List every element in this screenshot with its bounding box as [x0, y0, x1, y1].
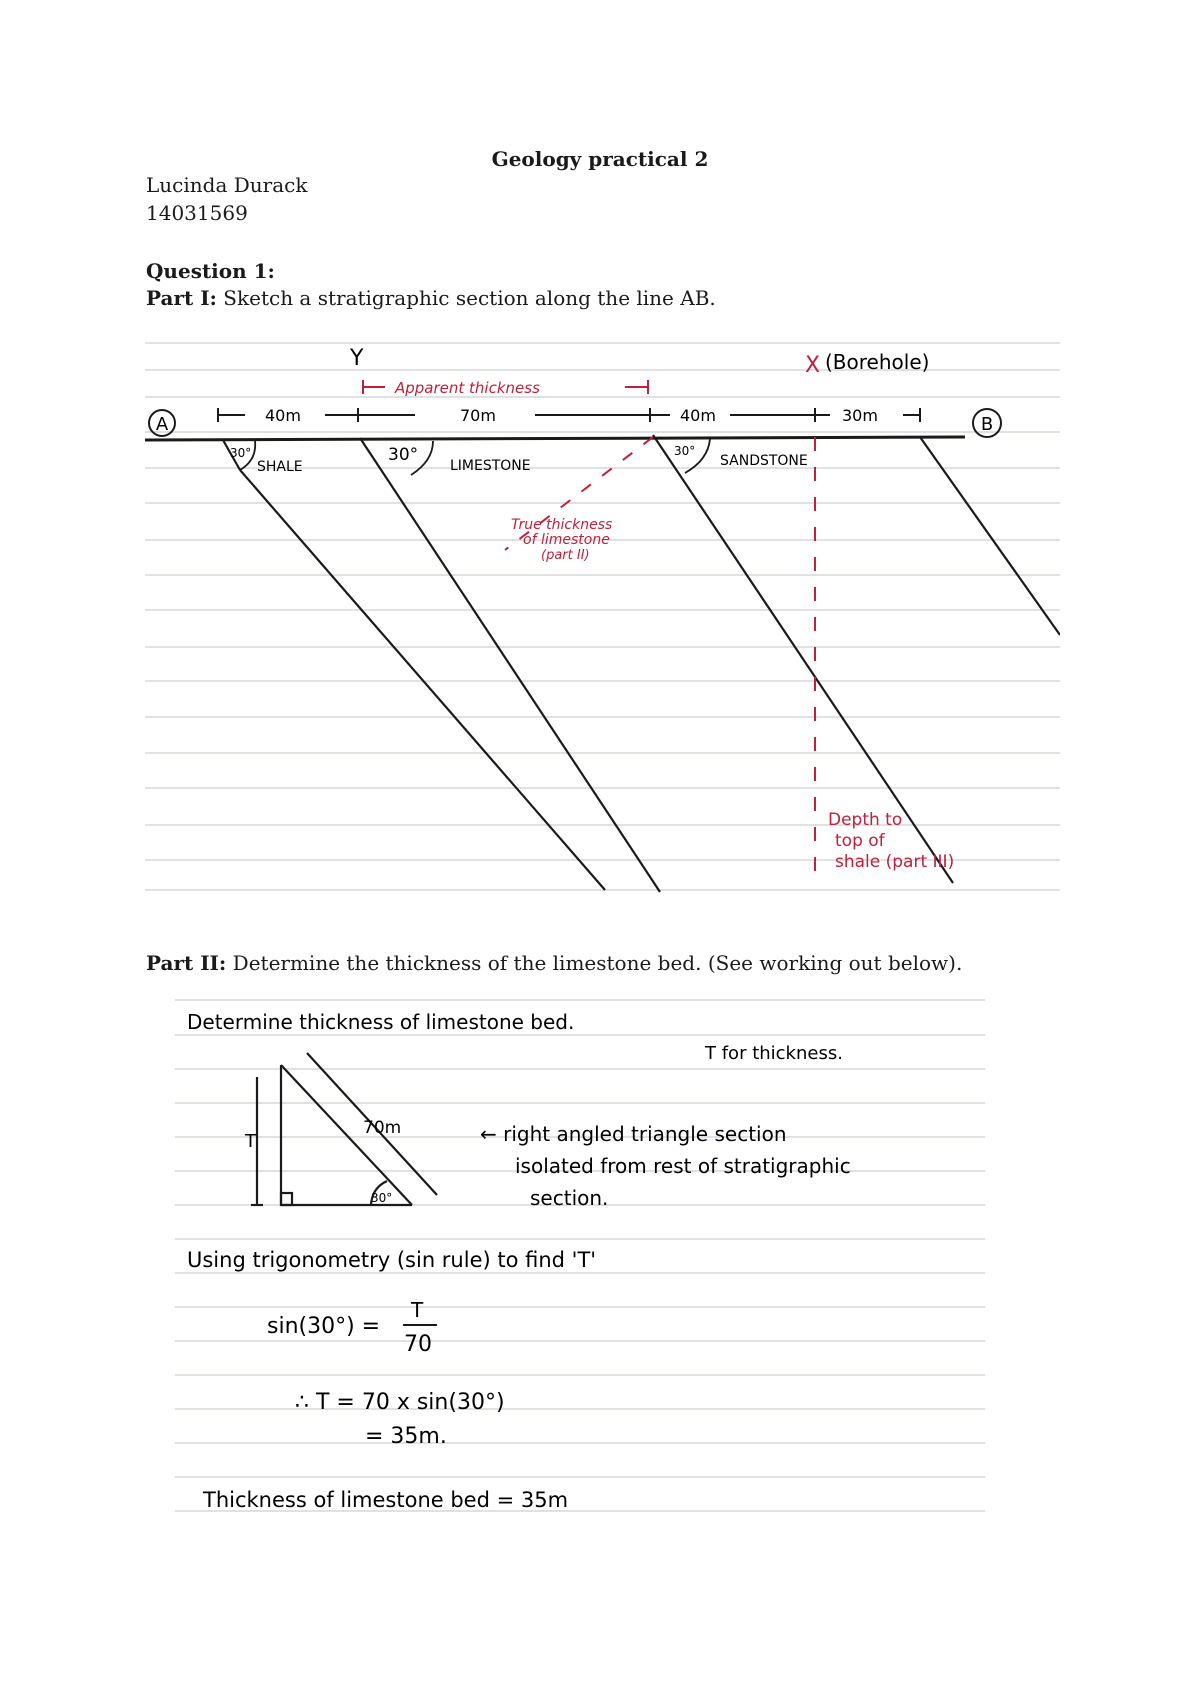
triangle [251, 1053, 437, 1205]
layer-shale: SHALE [257, 459, 303, 475]
triangle-angle-label: 30° [371, 1191, 393, 1205]
part2-line [146, 950, 962, 976]
borehole-label: (Borehole) [825, 350, 930, 374]
result-line: Thickness of limestone bed = 35m [203, 1488, 569, 1512]
step-1: ∴ T = 70 x sin(30°) [295, 1390, 505, 1415]
angle-2: 30° [388, 445, 419, 465]
t-note: T for thickness. [705, 1043, 843, 1064]
triangle-hyp-label: 70m [363, 1118, 402, 1138]
depth-line3: shale (part III) [835, 852, 955, 872]
surface-line-ab [145, 437, 965, 440]
document-title: Geology practical 2 [491, 147, 709, 171]
part2-label: Part II: [146, 951, 227, 975]
distance-3: 40m [680, 406, 716, 425]
working-heading: Determine thickness of limestone bed. [187, 1010, 575, 1034]
trig-line: Using trigonometry (sin rule) to find 'T' [187, 1248, 597, 1272]
distance-2: 70m [460, 406, 496, 425]
ruled-lines [145, 343, 1060, 890]
apparent-thickness-label: Apparent thickness [395, 379, 540, 397]
note-line2: isolated from rest of stratigraphic [515, 1154, 851, 1178]
part1-text: Sketch a stratigraphic section along the line AB. [223, 286, 716, 310]
layer-limestone: LIMESTONE [450, 458, 531, 474]
true-thickness-line2: of limestone [523, 532, 610, 548]
point-x-label: X [805, 353, 821, 378]
working-out-figure [175, 995, 985, 1535]
part2-text: Determine the thickness of the limestone bed. (See working out below). [232, 951, 963, 975]
layer-sandstone: SANDSTONE [720, 453, 808, 469]
depth-line2: top of [835, 831, 885, 851]
triangle-t-label: T [245, 1131, 256, 1152]
point-a-label: A [155, 414, 169, 435]
angle-1: 30° [230, 446, 252, 460]
fraction-denominator: 70 [404, 1332, 432, 1357]
angle-3: 30° [674, 444, 696, 458]
fraction-numerator: T [411, 1298, 424, 1322]
part1-line [146, 285, 716, 311]
student-id: 14031569 [146, 201, 248, 225]
distance-1: 40m [265, 406, 301, 425]
distance-bars [218, 408, 920, 422]
step-2: = 35m. [365, 1424, 447, 1449]
question-heading: Question 1: [146, 259, 275, 283]
distance-4: 30m [842, 406, 878, 425]
note-line1: ← right angled triangle section [480, 1122, 787, 1146]
true-thickness-line1: True thickness [511, 517, 613, 533]
point-b-label: B [980, 414, 994, 435]
point-y-label: Y [350, 346, 364, 371]
sin-lhs: sin(30°) = [267, 1314, 381, 1339]
stratigraphic-sketch [145, 335, 1060, 895]
note-line3: section. [530, 1186, 609, 1210]
author-name: Lucinda Durack [146, 173, 308, 197]
true-thickness-line3: (part II) [541, 548, 590, 563]
depth-line1: Depth to [828, 810, 903, 830]
part1-label: Part I: [146, 286, 217, 310]
